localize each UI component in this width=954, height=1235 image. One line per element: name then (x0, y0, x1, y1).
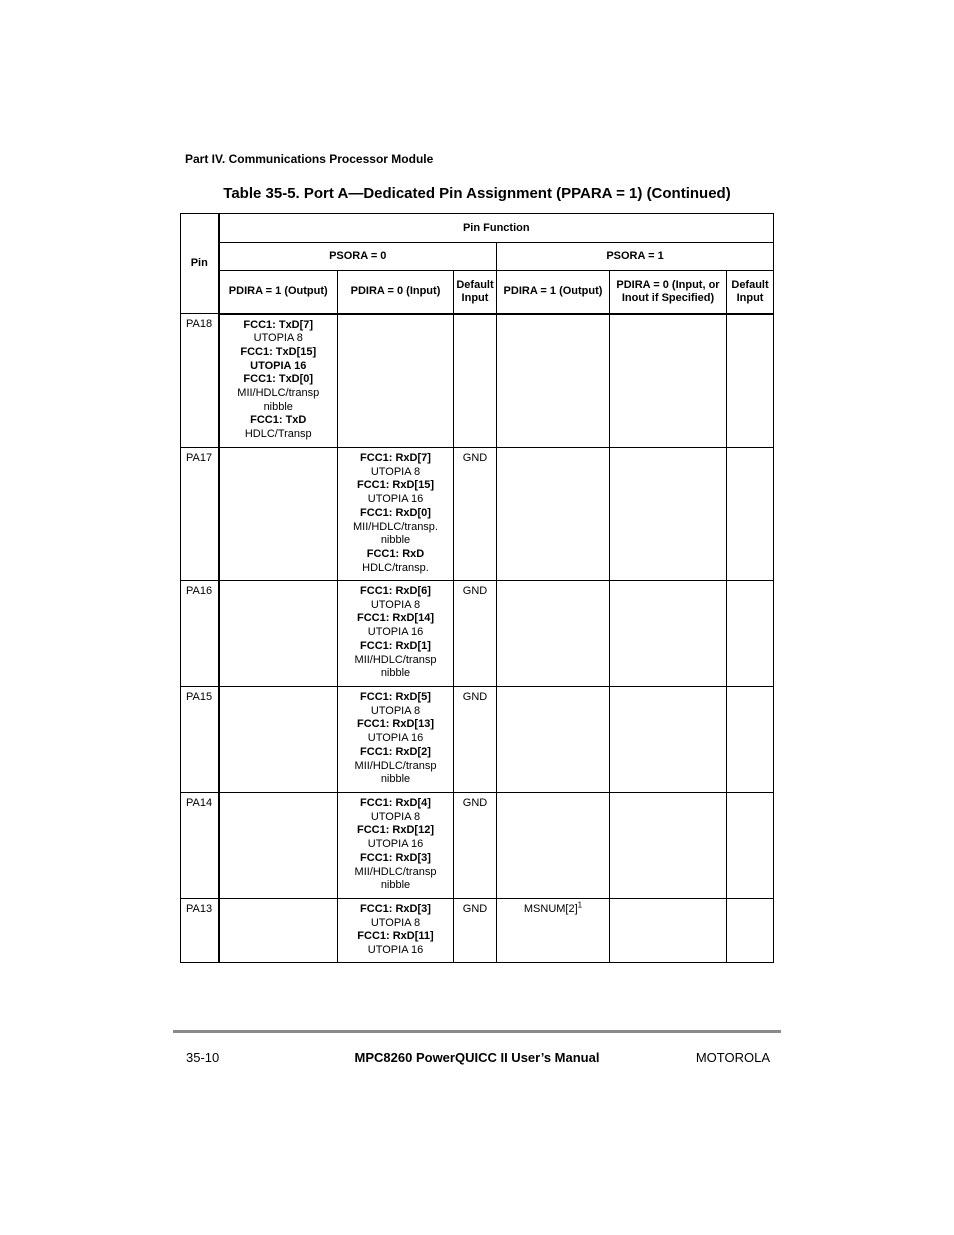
function-line: MII/HDLC/transp. (353, 520, 438, 533)
function-line: UTOPIA 8 (370, 810, 421, 823)
psora1-output-cell (497, 687, 610, 793)
output-function-cell (219, 793, 338, 899)
function-line: FCC1: RxD[3] (360, 903, 431, 915)
subheader-default-input-b (727, 271, 774, 314)
function-line: FCC1: RxD[14] (356, 612, 434, 625)
function-line: MII/HDLC/transp (237, 387, 320, 400)
subheader-pdira-input-a: PDIRA = 0 (Input) (338, 271, 454, 314)
function-line: HDLC/Transp (244, 428, 312, 441)
subheader-pdira-input-b-line2: Inout if Specified) (621, 291, 715, 304)
input-function-cell (338, 793, 454, 899)
psora1-output-cell (497, 314, 610, 448)
default-input-cell: GND (454, 581, 497, 687)
output-function-cell (219, 314, 338, 448)
pin-cell: PA14 (181, 793, 219, 899)
pin-assignment-table (180, 213, 774, 963)
subheader-default-input-a-line2: Input (461, 291, 489, 304)
function-line: HDLC/transp. (362, 561, 429, 574)
table-row (181, 687, 774, 793)
table-row (181, 793, 774, 899)
running-head: Part IV. Communications Processor Module (185, 152, 434, 166)
table-row (181, 448, 774, 581)
function-line: FCC1: RxD[6] (360, 585, 431, 597)
function-line: MII/HDLC/transp (354, 653, 437, 666)
psora1-input-cell (610, 899, 727, 963)
company-name: MOTOROLA (695, 1050, 770, 1065)
psora1-input-cell (610, 314, 727, 448)
function-line: FCC1: RxD[0] (360, 506, 431, 519)
table-row (181, 314, 774, 448)
function-line: MII/HDLC/transp (354, 759, 437, 772)
function-line: nibble (263, 400, 293, 413)
function-line: UTOPIA 8 (370, 598, 421, 611)
output-function-cell (219, 448, 338, 581)
psora1-output-cell (497, 581, 610, 687)
input-function-cell (338, 448, 454, 581)
function-line: FCC1: RxD[13] (356, 718, 434, 731)
function-line: FCC1: RxD[5] (360, 691, 431, 703)
input-function-cell (338, 899, 454, 963)
output-function-cell (219, 899, 338, 963)
psora1-default-cell (727, 899, 774, 963)
psora1-input-cell (610, 687, 727, 793)
function-line: UTOPIA 8 (370, 916, 421, 929)
subheader-pdira-input-b (610, 271, 727, 314)
psora1-default-cell (727, 793, 774, 899)
input-function-cell (338, 314, 454, 448)
function-line: FCC1: TxD[0] (243, 373, 314, 386)
pin-cell: PA13 (181, 899, 219, 963)
psora1-default-cell (727, 581, 774, 687)
footnote-marker: 1 (577, 900, 583, 910)
table-row (181, 581, 774, 687)
function-line: UTOPIA 16 (367, 493, 424, 506)
function-line: MII/HDLC/transp (354, 865, 437, 878)
function-line: nibble (380, 773, 411, 786)
function-line: UTOPIA 16 (367, 732, 424, 745)
default-input-cell: GND (454, 448, 497, 581)
function-line: FCC1: RxD[3] (360, 851, 431, 864)
page-number: 35-10 (186, 1050, 220, 1065)
psora1-output-cell (497, 899, 610, 963)
default-input-cell: GND (454, 687, 497, 793)
output-function-cell (219, 687, 338, 793)
function-line: UTOPIA 8 (253, 332, 303, 345)
subheader-default-input-b-line2: Input (736, 291, 764, 304)
function-line: UTOPIA 8 (370, 465, 421, 478)
psora1-output-cell (497, 448, 610, 581)
function-line: FCC1: RxD (366, 547, 425, 560)
function-line: FCC1: RxD[15] (356, 479, 434, 492)
header-psora-1: PSORA = 1 (497, 243, 774, 271)
input-function-cell (338, 687, 454, 793)
psora1-default-cell (727, 314, 774, 448)
subheader-pdira-output-b: PDIRA = 1 (Output) (497, 271, 610, 314)
function-line: UTOPIA 16 (367, 944, 424, 957)
pin-cell: PA17 (181, 448, 219, 581)
table-row (181, 899, 774, 963)
pin-cell: PA18 (181, 314, 219, 448)
subheader-pdira-output-a: PDIRA = 1 (Output) (219, 271, 338, 314)
pin-cell: PA15 (181, 687, 219, 793)
function-line: nibble (380, 667, 411, 680)
function-line: nibble (380, 534, 411, 547)
function-line: nibble (380, 879, 411, 892)
table-caption: Table 35-5. Port A—Dedicated Pin Assignment (PPARA = 1) (Continued) (223, 185, 731, 202)
function-line: UTOPIA 8 (370, 704, 421, 717)
psora1-input-cell (610, 581, 727, 687)
function-line: FCC1: TxD[7] (243, 318, 314, 331)
output-function-cell (219, 581, 338, 687)
psora1-output-cell (497, 793, 610, 899)
function-line: FCC1: RxD[2] (360, 745, 431, 758)
subheader-pdira-input-b-line1: PDIRA = 0 (Input, or (616, 278, 720, 291)
function-line: FCC1: TxD[15] (240, 345, 317, 358)
header-pin: Pin (181, 214, 219, 314)
function-line: UTOPIA 16 (250, 359, 307, 372)
psora1-default-cell (727, 448, 774, 581)
function-line: UTOPIA 16 (367, 838, 424, 851)
header-psora-0: PSORA = 0 (219, 243, 497, 271)
function-line: FCC1: RxD[7] (360, 452, 431, 464)
function-line: FCC1: RxD[11] (357, 930, 434, 943)
psora1-output-text: MSNUM[2] (523, 903, 578, 915)
footer-rule (173, 1030, 781, 1033)
function-line: FCC1: RxD[4] (360, 797, 431, 809)
subheader-default-input-a-line1: Default (456, 278, 494, 291)
pin-cell: PA16 (181, 581, 219, 687)
header-pin-function: Pin Function (219, 214, 774, 243)
manual-title: MPC8260 PowerQUICC II User’s Manual (354, 1050, 600, 1065)
input-function-cell (338, 581, 454, 687)
function-line: FCC1: RxD[12] (356, 824, 434, 837)
psora1-default-cell (727, 687, 774, 793)
default-input-cell: GND (454, 793, 497, 899)
default-input-cell: GND (454, 899, 497, 963)
function-line: FCC1: TxD (250, 414, 307, 427)
subheader-default-input-b-line1: Default (731, 278, 769, 291)
default-input-cell (454, 314, 497, 448)
function-line: FCC1: RxD[1] (360, 639, 431, 652)
subheader-default-input-a (454, 271, 497, 314)
psora1-input-cell (610, 793, 727, 899)
function-line: UTOPIA 16 (367, 626, 424, 639)
psora1-input-cell (610, 448, 727, 581)
